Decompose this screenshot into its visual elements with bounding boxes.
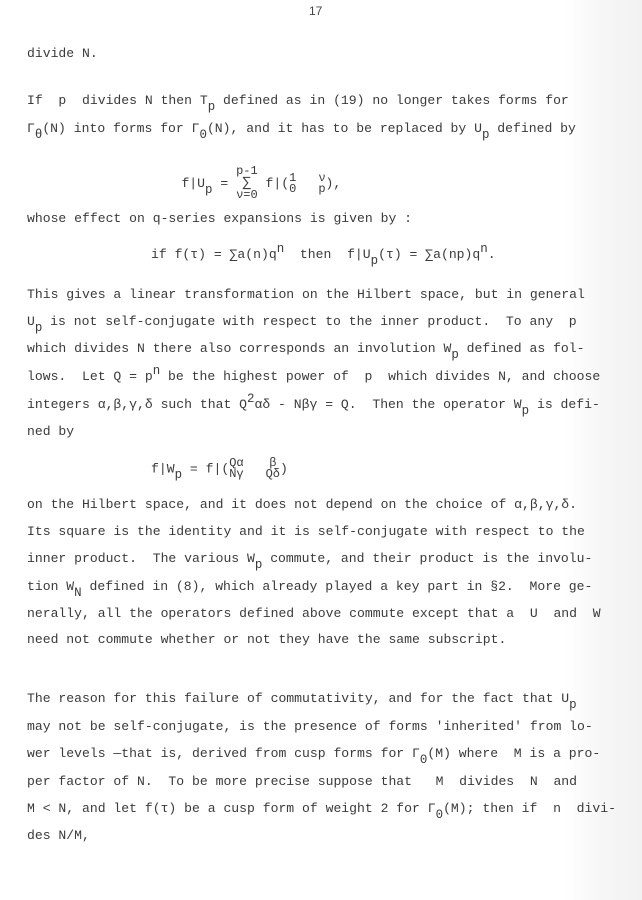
text-line — [27, 606, 601, 622]
text: (N), and it has to be replaced by U — [206, 121, 482, 136]
text-line — [27, 314, 577, 335]
subscript: p — [174, 468, 183, 483]
text: The reason for this failure of commutativity, and for the fact that U — [27, 691, 570, 706]
text-line — [27, 211, 412, 227]
subscript: N — [74, 586, 82, 600]
text: ) — [280, 461, 288, 477]
text-line — [27, 392, 600, 418]
text: (τ) = ∑a(np)q — [378, 247, 481, 262]
text: (M) where M is a pro- — [427, 746, 601, 761]
matrix-entry: Qδ — [265, 467, 281, 481]
subscript: p — [481, 128, 490, 142]
text-line — [27, 341, 585, 362]
text: defined as fol- — [458, 341, 585, 356]
text-line — [27, 424, 74, 440]
text: (M); then if n divi- — [443, 801, 616, 816]
text: . — [487, 247, 496, 262]
matrix-entry: 1 — [289, 170, 297, 185]
text: per factor of N. To be more precise suppose that M divides N and — [27, 774, 578, 789]
equation-q-expansion — [151, 242, 496, 268]
text: If p divides N then T — [27, 93, 208, 108]
matrix-entry: 0 — [289, 181, 297, 196]
superscript: 2 — [247, 392, 255, 406]
text-line — [27, 551, 593, 572]
text: Γ — [27, 121, 35, 136]
text: defined as in (19) no longer takes forms for — [215, 93, 569, 108]
subscript: p — [207, 100, 216, 114]
text: defined by — [489, 121, 576, 136]
text: nerally, all the operators defined above commute except that a U and W — [27, 606, 601, 621]
equation-up-definition — [150, 150, 341, 217]
page-number: 17 — [309, 4, 323, 18]
text: commute, and their product is the involu- — [262, 551, 593, 566]
text: if f(τ) = ∑a(n)q — [151, 247, 277, 262]
matrix-entry: β — [269, 456, 277, 470]
text: divide N. — [27, 46, 98, 61]
text-line — [27, 287, 585, 303]
matrix-entry: ν — [318, 170, 326, 185]
subscript: 0 — [435, 808, 444, 822]
text-line — [27, 93, 569, 114]
text: f|( — [257, 175, 290, 191]
text: wer levels —that is, derived from cusp forms for Γ — [27, 746, 420, 761]
text-line — [27, 46, 98, 62]
text: (N) into forms for Γ — [42, 121, 200, 136]
summation — [236, 166, 258, 201]
matrix-entry: Nγ — [229, 467, 244, 481]
text: = — [212, 175, 237, 191]
sum-upper-limit: p-1 — [236, 164, 258, 178]
superscript: n — [480, 242, 488, 256]
matrix-col-1 — [289, 170, 297, 196]
text-line — [27, 579, 593, 600]
text-line — [27, 719, 593, 735]
text-line — [27, 632, 506, 648]
text: ), — [325, 175, 342, 191]
text: defined in (8), which already played a key part in §2. More ge- — [81, 579, 593, 594]
subscript: p — [451, 348, 459, 362]
text: whose effect on q-series expansions is given by : — [27, 211, 413, 226]
subscript: p — [254, 558, 263, 572]
text: tion W — [27, 579, 75, 594]
text-line — [27, 524, 585, 540]
subscript: θ — [34, 128, 43, 142]
subscript: p — [521, 404, 530, 418]
matrix-col-1 — [229, 458, 243, 480]
text: lows. Let Q = p — [27, 369, 153, 384]
text: Its square is the identity and it is self-conjugate with respect to the — [27, 524, 585, 539]
text: is defi- — [529, 397, 600, 412]
text: be the highest power of p which divides N, and choose — [160, 369, 601, 384]
text-line — [27, 828, 90, 844]
matrix-entry: p — [318, 181, 326, 196]
text: = f|( — [182, 461, 230, 477]
matrix-col-2 — [266, 458, 280, 480]
matrix-col-2 — [318, 170, 326, 196]
text: This gives a linear transformation on the Hilbert space, but in general — [27, 287, 585, 302]
text: integers α,β,γ,δ such that Q — [27, 397, 248, 412]
text-line — [27, 801, 616, 822]
text: ned by — [27, 424, 75, 439]
text-line — [27, 364, 601, 385]
text-line — [27, 691, 577, 712]
subscript: p — [569, 698, 577, 712]
subscript: 0 — [419, 753, 428, 767]
text-line — [27, 774, 577, 790]
text-line — [27, 497, 577, 513]
matrix-entry: Qα — [229, 456, 244, 470]
sum-symbol: ∑ — [242, 175, 252, 191]
superscript: n — [152, 364, 161, 378]
text-line — [27, 746, 601, 767]
subscript: p — [205, 182, 213, 197]
text: des N/M, — [27, 828, 90, 843]
text: αδ - Nβγ = Q. Then the operator W — [254, 397, 522, 412]
subscript: p — [34, 321, 43, 335]
text: which divides N there also corresponds an involution W — [27, 341, 452, 356]
text: f|U — [181, 175, 206, 191]
superscript: n — [276, 242, 285, 256]
text: M < N, and let f(τ) be a cusp form of weight 2 for Γ — [27, 801, 436, 816]
text: U — [27, 314, 35, 329]
text: is not self-conjugate with respect to the inner product. To any p — [42, 314, 577, 329]
subscript: 0 — [199, 128, 207, 142]
text: f|W — [151, 461, 175, 477]
sum-lower-limit: ν=0 — [236, 188, 258, 202]
text: may not be self-conjugate, is the presence of forms 'inherited' from lo- — [27, 719, 593, 734]
text: then f|U — [284, 247, 371, 262]
text-line — [27, 121, 576, 142]
text: inner product. The various W — [27, 551, 255, 566]
subscript: p — [370, 254, 379, 268]
text: need not commute whether or not they have the same subscript. — [27, 632, 507, 647]
equation-wp-definition — [151, 456, 288, 483]
text: on the Hilbert space, and it does not depend on the choice of α,β,γ,δ. — [27, 497, 578, 512]
